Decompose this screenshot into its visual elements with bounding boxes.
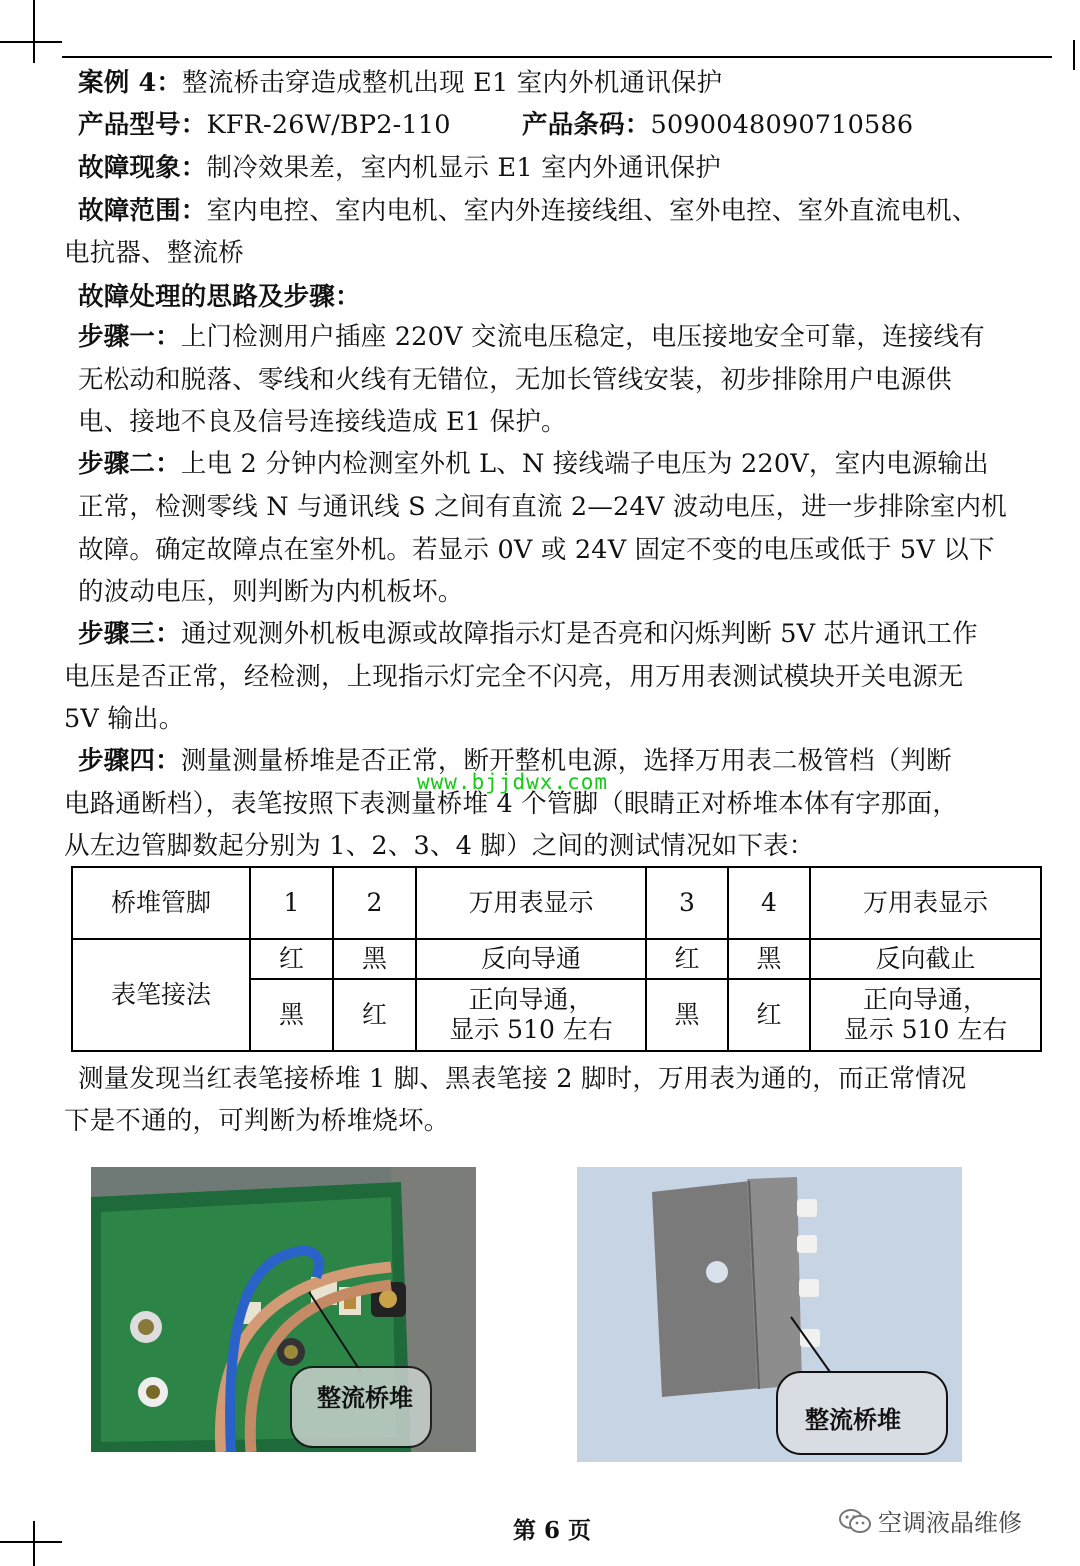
step4-label: 步骤四：: [78, 746, 181, 776]
step3-line-2: 电压是否正常，经检测，上现指示灯完全不闪亮，用万用表测试模块开关电源无: [64, 662, 964, 692]
case-title-text: 整流桥击穿造成整机出现 E1 室内外机通讯保护: [182, 68, 723, 98]
scope-text-1: 室内电控、室内电机、室内外连接线组、室外电控、室外直流电机、: [206, 196, 978, 226]
crop-mark-top-left-h: [0, 41, 62, 43]
table-cell: 黑: [333, 939, 416, 979]
step4-line-3: 从左边管脚数起分别为 1、2、3、4 脚）之间的测试情况如下表：: [64, 831, 815, 861]
watermark-url: www.bjjdwx.com: [417, 770, 609, 794]
product-model-line: [78, 110, 451, 140]
table-cell: [810, 979, 1041, 1051]
steps-heading: 故障处理的思路及步骤：: [78, 282, 361, 312]
symptom-line: [78, 153, 721, 183]
model-value: KFR-26W/BP2-110: [206, 110, 451, 140]
header-cell: 万用表显示: [810, 867, 1041, 939]
model-label: 产品型号：: [78, 110, 207, 140]
step1-line-1: [78, 322, 985, 352]
cell-line: 正向导通，: [468, 985, 594, 1014]
header-rule: [62, 56, 1052, 58]
case-title-label: 案例 4：: [78, 68, 183, 98]
step3-line-3: 5V 输出。: [64, 704, 185, 734]
table-cell: [416, 979, 646, 1051]
table-cell: 红: [646, 939, 728, 979]
step1-line-2: 无松动和脱落、零线和火线有无错位，无加长管线安装，初步排除用户电源供: [78, 365, 952, 395]
bridge-test-table: [71, 866, 1042, 1052]
product-barcode-line: [522, 110, 913, 140]
scope-label: 故障范围：: [78, 196, 207, 226]
step2-line-4: 的波动电压，则判断为内机板坏。: [78, 577, 464, 607]
step1-text-1: 上门检测用户插座 220V 交流电压稳定，电压接地安全可靠，连接线有: [180, 322, 985, 352]
header-cell: 3: [646, 867, 728, 939]
crop-mark-bottom-left-v: [33, 1521, 35, 1566]
scope-line-1: [78, 196, 978, 226]
table-header-row: [72, 867, 1041, 939]
header-cell: 桥堆管脚: [72, 867, 250, 939]
step2-text-1: 上电 2 分钟内检测室外机 L、N 接线端子电压为 220V，室内电源输出: [180, 449, 989, 479]
right-callout-label: 整流桥堆: [805, 1406, 901, 1434]
table-cell: 红: [728, 979, 810, 1051]
left-callout-label: 整流桥堆: [317, 1384, 413, 1412]
table-cell: 反向导通: [416, 939, 646, 979]
bridge-rectifier-photo: [577, 1167, 962, 1462]
cell-line: 显示 510 左右: [843, 1015, 1008, 1044]
barcode-value: 5090048090710586: [650, 110, 914, 140]
step2-label: 步骤二：: [78, 449, 181, 479]
table-cell: 黑: [646, 979, 728, 1051]
case-title: [78, 68, 722, 98]
crop-mark-top-right-v: [1073, 40, 1075, 70]
table-cell: 黑: [250, 979, 333, 1051]
table-cell: 黑: [728, 939, 810, 979]
step3-label: 步骤三：: [78, 619, 181, 649]
symptom-label: 故障现象：: [78, 153, 207, 183]
table-row: [72, 939, 1041, 979]
crop-mark-bottom-left-h: [0, 1541, 62, 1543]
step3-text-1: 通过观测外机板电源或故障指示灯是否亮和闪烁判断 5V 芯片通讯工作: [180, 619, 978, 649]
header-cell: 4: [728, 867, 810, 939]
step1-label: 步骤一：: [78, 322, 181, 352]
step1-line-3: 电、接地不良及信号连接线造成 E1 保护。: [78, 407, 567, 437]
page-number: 第 6 页: [513, 1517, 592, 1544]
table-cell: 红: [250, 939, 333, 979]
cell-line: 正向导通，: [862, 985, 988, 1014]
conclusion-line-2: 下是不通的，可判断为桥堆烧坏。: [64, 1106, 450, 1136]
table-cell: 红: [333, 979, 416, 1051]
crop-mark-top-left-v: [33, 0, 35, 63]
header-cell: 1: [250, 867, 333, 939]
header-cell: 2: [333, 867, 416, 939]
barcode-label: 产品条码：: [522, 110, 651, 140]
step2-line-3: 故障。确定故障点在室外机。若显示 0V 或 24V 固定不变的电压或低于 5V 以下: [78, 535, 995, 565]
step4-text-1: 测量测量桥堆是否正常，断开整机电源，选择万用表二极管档（判断: [180, 746, 952, 776]
scope-line-2: 电抗器、整流桥: [64, 238, 244, 268]
step3-line-1: [78, 619, 978, 649]
step2-line-2: 正常，检测零线 N 与通讯线 S 之间有直流 2—24V 波动电压，进一步排除室内机: [78, 492, 1007, 522]
row-label-cell: 表笔接法: [72, 939, 250, 1051]
circuit-board-photo: [91, 1167, 476, 1452]
cell-line: 显示 510 左右: [449, 1015, 613, 1044]
conclusion-line-1: 测量发现当红表笔接桥堆 1 脚、黑表笔接 2 脚时，万用表为通的，而正常情况: [78, 1064, 967, 1094]
header-cell: 万用表显示: [416, 867, 646, 939]
wechat-brand: [838, 1503, 1022, 1541]
bridge-rectifier-image: [577, 1167, 962, 1462]
table-cell: 反向截止: [810, 939, 1041, 979]
step2-line-1: [78, 449, 989, 479]
brand-label: 空调液晶维修: [878, 1509, 1022, 1537]
step4-line-2: 电路通断档），表笔按照下表测量桥堆 4 个管脚（眼睛正对桥堆本体有字那面，: [64, 789, 959, 819]
circuit-board-image: [91, 1167, 476, 1452]
wechat-icon: [838, 1507, 872, 1541]
symptom-text: 制冷效果差，室内机显示 E1 室内外通讯保护: [206, 153, 721, 183]
